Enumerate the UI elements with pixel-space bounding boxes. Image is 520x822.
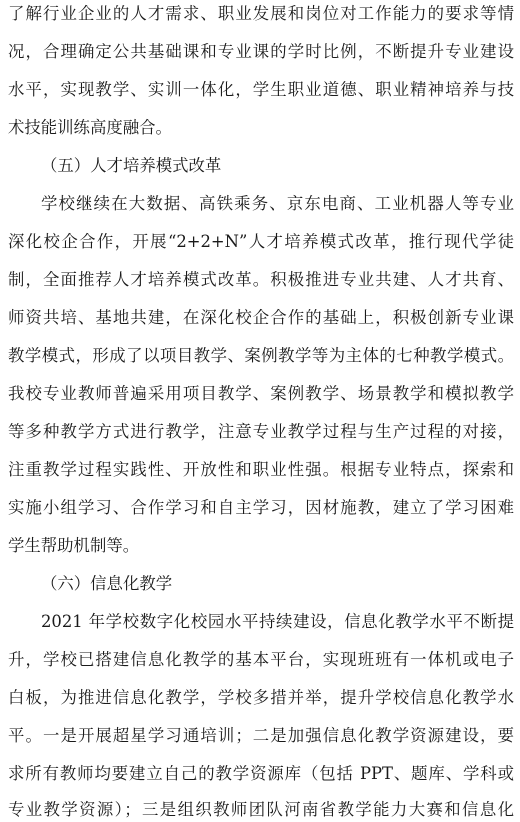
paragraph-line: 术技能训练高度融合。 [8,118,172,137]
paragraph-line: 求所有教师均要建立自己的教学资源库（包括 PPT、题库、学科或 [8,764,514,783]
paragraph-line: 制，全面推荐人才培养模式改革。积极推进专业共建、人才共育、 [8,270,514,289]
paragraph-line: 教学模式，形成了以项目教学、案例教学等为主体的七种教学模式。 [8,346,514,365]
paragraph-line: 了解行业企业的人才需求、职业发展和岗位对工作能力的要求等情 [8,4,514,23]
paragraph-line: 专业教学资源）；三是组织教师团队河南省教学能力大赛和信息化 [8,800,514,819]
paragraph-line: 实施小组学习、合作学习和自主学习，因材施教，建立了学习困难 [8,498,514,517]
paragraph-line: 师资共培、基地共建，在深化校企合作的基础上，积极创新专业课 [8,308,514,327]
paragraph-line: 2021 年学校数字化校园水平持续建设，信息化教学水平不断提 [41,612,514,631]
paragraph-line: 况，合理确定公共基础课和专业课的学时比例，不断提升专业建设 [8,42,514,61]
paragraph-line: 我校专业教师普遍采用项目教学、案例教学、场景教学和模拟教学 [8,384,514,403]
paragraph-line: 等多种教学方式进行教学，注意专业教学过程与生产过程的对接， [8,422,514,441]
paragraph-line: 平。一是开展超星学习通培训；二是加强信息化教学资源建设，要 [8,726,514,745]
paragraph-line: 白板，为推进信息化教学，学校多措并举，提升学校信息化教学水 [8,688,514,707]
paragraph-line: 学生帮助机制等。 [8,536,140,555]
paragraph-line: 升，学校已搭建信息化教学的基本平台，实现班班有一体机或电子 [8,650,514,669]
paragraph-line: 水平，实现教学、实训一体化，学生职业道德、职业精神培养与技 [8,80,514,99]
paragraph-line: 深化校企合作，开展“2+2+N”人才培养模式改革，推行现代学徒 [8,232,514,251]
paragraph-line: 学校继续在大数据、高铁乘务、京东电商、工业机器人等专业 [41,194,514,213]
section-heading-5: （五）人才培养模式改革 [41,156,222,175]
section-heading-6: （六）信息化教学 [41,574,173,593]
paragraph-line: 注重教学过程实践性、开放性和职业性强。根据专业特点，探索和 [8,460,514,479]
